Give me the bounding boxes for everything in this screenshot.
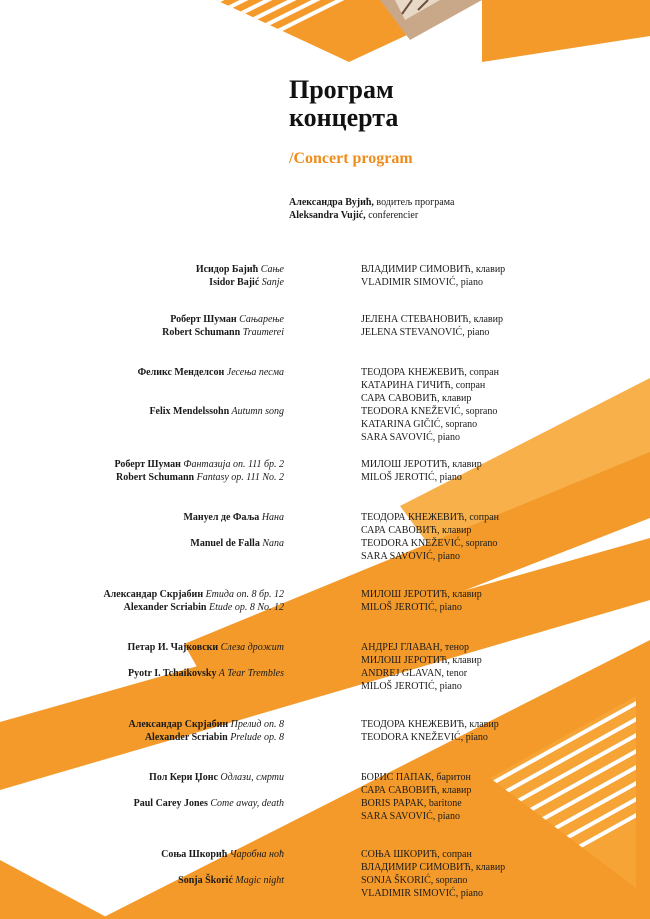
composer-name: Петар И. Чајковски <box>127 642 219 653</box>
work-title <box>129 718 284 731</box>
piece-title: Одлази, смрти <box>217 772 284 783</box>
performer-line: MILOŠ JEROTIĆ, piano <box>361 472 462 483</box>
work-title <box>116 471 284 484</box>
piece-title: Magic night <box>232 875 284 886</box>
performer-line: САРА САВОВИЋ, клавир <box>361 785 472 796</box>
piece-title: Nana <box>259 538 284 549</box>
piece-title: Sanje <box>259 277 284 288</box>
performer-line: SARA SAVOVIĆ, piano <box>361 811 460 822</box>
piece-title: A Tear Trembles <box>216 668 284 679</box>
performer-line: ТЕОДОРА КНЕЖЕВИЋ, сопран <box>361 512 499 523</box>
piece-title: Etude op. 8 No. 12 <box>206 602 284 613</box>
piece-title: Прелид оп. 8 <box>228 719 284 730</box>
performer-line: МИЛОШ ЈЕРОТИЋ, клавир <box>361 589 482 600</box>
work-title <box>128 667 284 680</box>
work-title <box>145 731 284 744</box>
performer-line: MILOŠ JEROTIĆ, piano <box>361 602 462 613</box>
performer-line: TEODORA KNEŽEVIĆ, soprano <box>361 538 498 549</box>
performer-line: САРА САВОВИЋ, клавир <box>361 393 472 404</box>
composer-name: Мануел де Фаља <box>183 512 260 523</box>
performer-line: MILOŠ JEROTIĆ, piano <box>361 681 462 692</box>
composer-name: Pyotr I. Tchaikovsky <box>128 668 217 679</box>
page-title <box>289 76 398 132</box>
title-line-2: концерта <box>289 103 399 132</box>
piece-title: Нана <box>259 512 284 523</box>
work-title <box>162 326 284 339</box>
work-title <box>196 263 284 276</box>
performer-line: МИЛОШ ЈЕРОТИЋ, клавир <box>361 459 482 470</box>
performer-line: VLADIMIR SIMOVIĆ, piano <box>361 277 483 288</box>
work-title <box>209 276 284 289</box>
performer-line: САРА САВОВИЋ, клавир <box>361 525 472 536</box>
work-title <box>128 641 284 654</box>
performer-line: ВЛАДИМИР СИМОВИЋ, клавир <box>361 862 506 873</box>
performer-line: JELENA STEVANOVIĆ, piano <box>361 327 490 338</box>
performer-line: АНДРЕЈ ГЛАВАН, тенор <box>361 642 470 653</box>
work-title <box>149 771 284 784</box>
performer-line: БОРИС ПАПАК, баритон <box>361 772 471 783</box>
composer-name: Соња Шкорић <box>161 849 228 860</box>
composer-name: Felix Mendelssohn <box>149 406 230 417</box>
work-title <box>149 405 284 418</box>
piece-title: Етида оп. 8 бр. 12 <box>203 589 284 600</box>
piece-title: Come away, death <box>207 798 284 809</box>
composer-name: Alexander Scriabin <box>144 732 228 743</box>
piece-title: Prelude op. 8 <box>227 732 284 743</box>
piece-title: Сање <box>258 264 284 275</box>
work-title <box>170 313 284 326</box>
host-block <box>289 196 454 222</box>
piece-title: Фантазија оп. 111 бр. 2 <box>180 459 284 470</box>
work-title <box>115 458 284 471</box>
performer-line: ЈЕЛЕНА СТЕВАНОВИЋ, клавир <box>361 314 503 325</box>
work-title <box>183 511 284 524</box>
work-title <box>134 797 284 810</box>
composer-name: Феликс Менделсон <box>137 367 225 378</box>
composer-name: Alexander Scriabin <box>123 602 207 613</box>
composer-name: Robert Schumann <box>116 472 195 483</box>
composer-name: Александар Скрјабин <box>128 719 229 730</box>
performer-line: TEODORA KNEŽEVIĆ, soprano <box>361 406 498 417</box>
piece-title: Traumerei <box>240 327 284 338</box>
composer-name: Robert Schumann <box>162 327 241 338</box>
work-title <box>161 848 284 861</box>
performer-line: ANDREJ GLAVAN, tenor <box>361 668 468 679</box>
title-line-1: Програм <box>289 75 394 104</box>
performer-line: СОЊА ШКОРИЋ, сопран <box>361 849 472 860</box>
page-subtitle: /Concert program <box>289 150 413 167</box>
performer-line: SARA SAVOVIĆ, piano <box>361 551 460 562</box>
composer-name: Исидор Бајић <box>195 264 259 275</box>
performer-line: КАТАРИНА ГИЧИЋ, сопран <box>361 380 486 391</box>
performer-line: ТЕОДОРА КНЕЖЕВИЋ, клавир <box>361 719 499 730</box>
composer-name: Sonja Škorić <box>178 875 233 886</box>
performer-line: BORIS PAPAK, baritone <box>361 798 462 809</box>
performer-line: SARA SAVOVIĆ, piano <box>361 432 460 443</box>
composer-name: Роберт Шуман <box>170 314 237 325</box>
piece-title: Autumn song <box>229 406 284 417</box>
performer-line: TEODORA KNEŽEVIĆ, piano <box>361 732 488 743</box>
piece-title: Слеза дрожит <box>218 642 284 653</box>
host-line: Александра Вујић, водитељ програма <box>289 197 455 208</box>
composer-name: Paul Carey Jones <box>133 798 208 809</box>
composer-name: Александар Скрјабин <box>103 589 204 600</box>
piece-title: Fantasy op. 111 No. 2 <box>194 472 284 483</box>
work-title <box>178 874 284 887</box>
host-line: Aleksandra Vujić, conferencier <box>289 210 419 221</box>
work-title <box>103 588 284 601</box>
work-title <box>190 537 284 550</box>
performer-line: МИЛОШ ЈЕРОТИЋ, клавир <box>361 655 482 666</box>
diagonal-orange-bands <box>0 378 650 919</box>
piece-title: Сањарење <box>236 314 284 325</box>
work-title <box>124 601 284 614</box>
work-title <box>138 366 284 379</box>
composer-name: Роберт Шуман <box>114 459 181 470</box>
performer-line: ТЕОДОРА КНЕЖЕВИЋ, сопран <box>361 367 499 378</box>
piano-keys-photo <box>380 0 650 62</box>
composer-name: Isidor Bajić <box>209 277 260 288</box>
composer-name: Пол Кери Џонс <box>149 772 218 783</box>
piece-title: Јесења песма <box>224 367 284 378</box>
performer-line: ВЛАДИМИР СИМОВИЋ, клавир <box>361 264 506 275</box>
piece-title: Чаробна ноћ <box>227 849 284 860</box>
performer-line: VLADIMIR SIMOVIĆ, piano <box>361 888 483 899</box>
performer-line: SONJA ŠKORIĆ, soprano <box>361 875 468 886</box>
performer-line: KATARINA GIČIĆ, soprano <box>361 419 478 430</box>
composer-name: Manuel de Falla <box>190 538 260 549</box>
